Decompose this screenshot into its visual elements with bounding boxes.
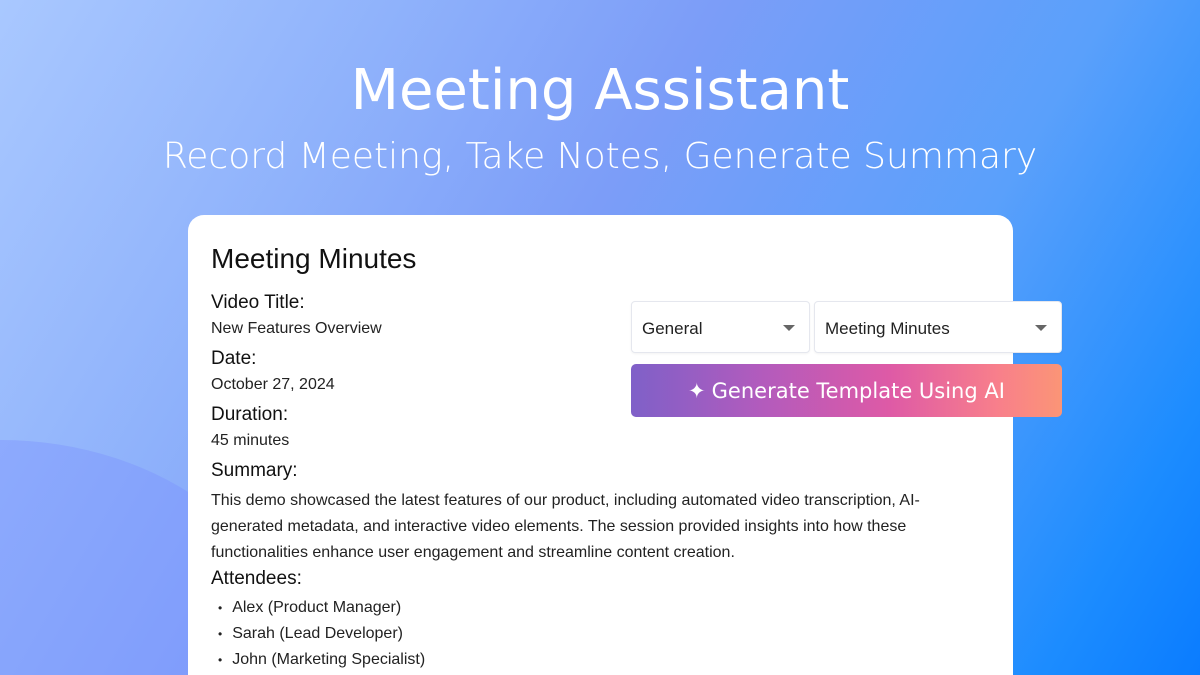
attendee-item: • Sarah (Lead Developer) xyxy=(218,621,718,647)
attendees-list xyxy=(218,595,718,673)
generate-label: Generate Template Using AI xyxy=(711,378,1005,403)
category-value: General xyxy=(642,319,703,338)
chevron-down-icon xyxy=(1035,325,1047,331)
meeting-minutes-card xyxy=(188,215,1013,675)
template-value: Meeting Minutes xyxy=(825,319,950,338)
template-select[interactable] xyxy=(814,301,1062,353)
card-title: Meeting Minutes xyxy=(211,243,417,274)
date-value: October 27, 2024 xyxy=(211,376,335,393)
attendee-item: • John (Marketing Specialist) xyxy=(218,647,718,673)
summary-text: This demo showcased the latest features of our product, including automated video transcription, AI-generated metadata, and interactive video elements. The session provided insights into how these functionalities enhance user engagement and streamline content creation. xyxy=(211,492,920,561)
category-select[interactable] xyxy=(631,301,810,353)
video-title-value: New Features Overview xyxy=(211,320,382,337)
summary-label: Summary: xyxy=(211,460,298,481)
generate-template-button[interactable] xyxy=(631,364,1062,417)
video-title-label: Video Title: xyxy=(211,292,305,313)
hero-subtitle: Record Meeting, Take Notes, Generate Summary xyxy=(162,136,1038,177)
duration-label: Duration: xyxy=(211,404,289,425)
hero-title: Meeting Assistant xyxy=(350,58,850,123)
duration-value: 45 minutes xyxy=(211,432,290,449)
attendees-label: Attendees: xyxy=(211,568,302,589)
date-label: Date: xyxy=(211,348,257,369)
sparkles-icon: ✦ xyxy=(688,378,706,403)
chevron-down-icon xyxy=(783,325,795,331)
attendee-item: • Alex (Product Manager) xyxy=(218,595,718,621)
